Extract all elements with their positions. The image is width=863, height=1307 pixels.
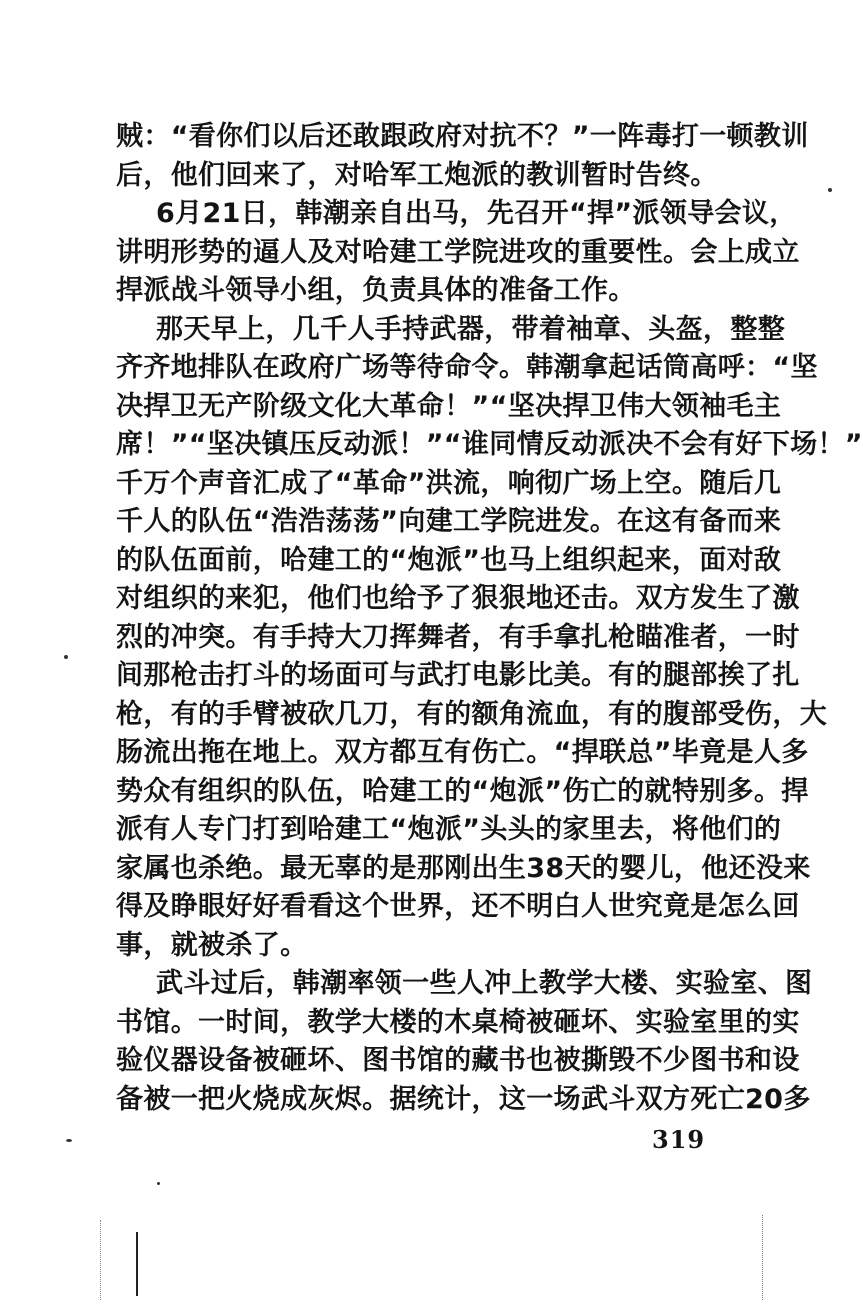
text-line: 席！”“坚决镇压反动派！”“谁同情反动派决不会有好下场！” bbox=[116, 429, 863, 460]
text-line: 贼：“看你们以后还敢跟政府对抗不？”一阵毒打一顿教训 bbox=[116, 121, 809, 152]
scan-speck bbox=[64, 655, 68, 659]
text-line: 间那枪击打斗的场面可与武打电影比美。有的腿部挨了扎 bbox=[116, 660, 800, 691]
text-line: 千万个声音汇成了“革命”洪流，响彻广场上空。随后几 bbox=[116, 467, 782, 499]
text-line: 事，就被杀了。 bbox=[116, 929, 308, 961]
text-line: 捍派战斗领导小组，负责具体的准备工作。 bbox=[116, 275, 636, 306]
text-line: 的队伍面前，哈建工的“炮派”也马上组织起来，面对敌 bbox=[116, 544, 782, 576]
text-line: 派有人专门打到哈建工“炮派”头头的家里去，将他们的 bbox=[116, 814, 782, 845]
text-line: 武斗过后，韩潮率领一些人冲上教学大楼、实验室、图 bbox=[156, 968, 813, 999]
text-line: 烈的冲突。有手持大刀挥舞者，有手拿扎枪瞄准者，一时 bbox=[116, 621, 800, 653]
text-line: 肠流出拖在地上。双方都互有伤亡。“捍联总”毕竟是人多 bbox=[116, 737, 809, 768]
text-line: 家属也杀绝。最无辜的是那刚出生38天的婴儿，他还没来 bbox=[116, 852, 811, 884]
text-line: 枪，有的手臂被砍几刀，有的额角流血，有的腹部受伤，大 bbox=[116, 698, 828, 730]
text-line: 对组织的来犯，他们也给予了狠狠地还击。双方发生了激 bbox=[116, 583, 800, 614]
text-line: 验仪器设备被砸坏、图书馆的藏书也被撕毁不少图书和设 bbox=[116, 1045, 800, 1076]
text-line: 齐齐地排队在政府广场等待命令。韩潮拿起话筒高呼：“坚 bbox=[116, 352, 818, 383]
scan-speck bbox=[828, 188, 832, 192]
scan-margin-line bbox=[136, 1232, 138, 1296]
text-line: 决捍卫无产阶级文化大革命！”“坚决捍卫伟大领袖毛主 bbox=[116, 390, 782, 422]
text-line: 书馆。一时间，教学大楼的木桌椅被砸坏、实验室里的实 bbox=[116, 1006, 800, 1038]
text-line: 后，他们回来了，对哈军工炮派的教训暂时告终。 bbox=[116, 159, 718, 191]
text-line: 6月21日，韩潮亲自出马，先召开“捍”派领导会议， bbox=[156, 198, 797, 229]
scan-dotted-line-left bbox=[100, 1220, 101, 1300]
text-line: 得及睁眼好好看看这个世界，还不明白人世究竟是怎么回 bbox=[116, 891, 800, 922]
scan-speck bbox=[157, 1182, 160, 1185]
page-number: 319 bbox=[652, 1125, 706, 1154]
text-line: 那天早上，几千人手持武器，带着袖章、头盔，整整 bbox=[156, 313, 786, 345]
text-line: 千人的队伍“浩浩荡荡”向建工学院进发。在这有备而来 bbox=[116, 506, 782, 537]
body-text bbox=[116, 118, 863, 1119]
scan-dotted-line-right bbox=[762, 1215, 763, 1300]
scan-speck bbox=[66, 1139, 72, 1142]
text-line: 讲明形势的逼人及对哈建工学院进攻的重要性。会上成立 bbox=[116, 236, 800, 268]
text-line: 势众有组织的队伍，哈建工的“炮派”伤亡的就特别多。捍 bbox=[116, 775, 809, 807]
text-line: 备被一把火烧成灰烬。据统计，这一场武斗双方死亡20多 bbox=[116, 1083, 811, 1115]
